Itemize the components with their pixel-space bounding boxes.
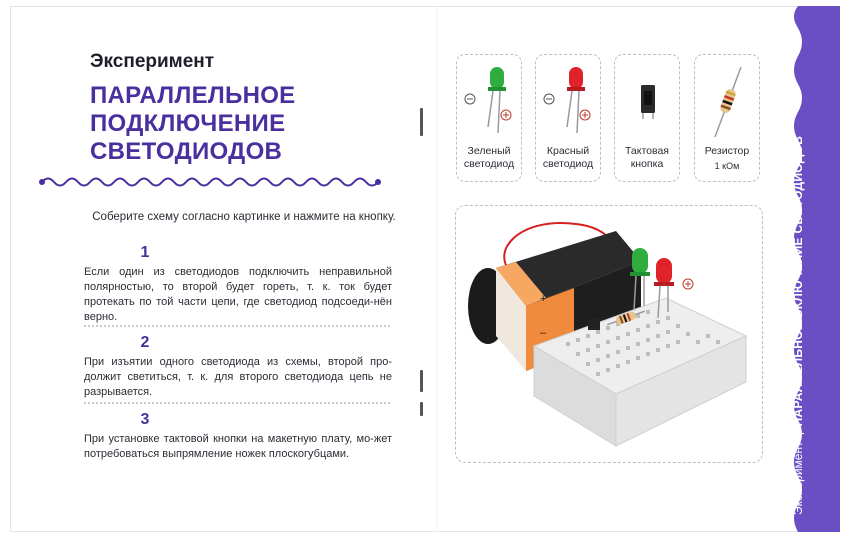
title-line: ПАРАЛЛЕЛЬНОЕ [90, 82, 296, 109]
assembly-illustration [455, 205, 763, 463]
svg-text:+: + [540, 293, 547, 305]
binding-mark [420, 108, 423, 136]
green-led-icon [457, 61, 523, 151]
step-text: При установке тактовой кнопки на макетную плату, мо-жет потребоваться выпрямление ножек плоскогубцами. [84, 433, 392, 460]
binding-mark [420, 402, 423, 416]
dotted-divider [84, 325, 390, 327]
step-number: 2 [140, 334, 150, 351]
tact-button-icon [615, 61, 681, 151]
component-sublabel: 1 кОм [714, 161, 740, 171]
side-tab-title: ПАРАЛЛЕЛЬНОЕ ВКЛЮЧЕНИЕ СВЕТОДИОДОВ [791, 135, 805, 427]
resistor-icon [695, 61, 761, 151]
intro-text: Соберите схему согласно картинке и нажмите на кнопку. [92, 211, 396, 223]
component-label: Тактовая кнопка [624, 145, 669, 170]
step-text: При изъятии одного светодиода из схемы, второй про-должит светиться, т. к. для второго светодиода цепь не разрывается. [84, 356, 392, 398]
component-label: Резистор [704, 145, 750, 157]
component-label: Зеленый светодиод [463, 145, 515, 170]
step-number: 1 [140, 244, 150, 261]
breadboard-circuit-illustration [456, 206, 764, 464]
component-card-red-led [535, 54, 601, 182]
section-eyebrow: Эксперимент [90, 51, 215, 72]
svg-text:–: – [540, 327, 547, 339]
component-card-tact-button [614, 54, 680, 182]
component-label: Красный светодиод [542, 145, 594, 170]
binding-mark [420, 370, 423, 392]
wave-divider [38, 172, 388, 192]
title-line: ПОДКЛЮЧЕНИЕ [90, 110, 286, 137]
dotted-divider [84, 402, 390, 404]
side-tab-section: Эксперимент [791, 441, 805, 515]
page-fold [436, 7, 438, 533]
title-line: СВЕТОДИОДОВ [90, 138, 283, 165]
component-card-green-led [456, 54, 522, 182]
red-led-icon [536, 61, 602, 151]
component-card-resistor [694, 54, 760, 182]
step-text: Если один из светодиодов подключить неправильной полярностью, то второй будет гореть, т. к. ток будет протекать по той части цепи, где светодиод подсоеди-нён верно. [84, 266, 392, 323]
page-title [90, 82, 410, 166]
step-number: 3 [140, 411, 150, 428]
